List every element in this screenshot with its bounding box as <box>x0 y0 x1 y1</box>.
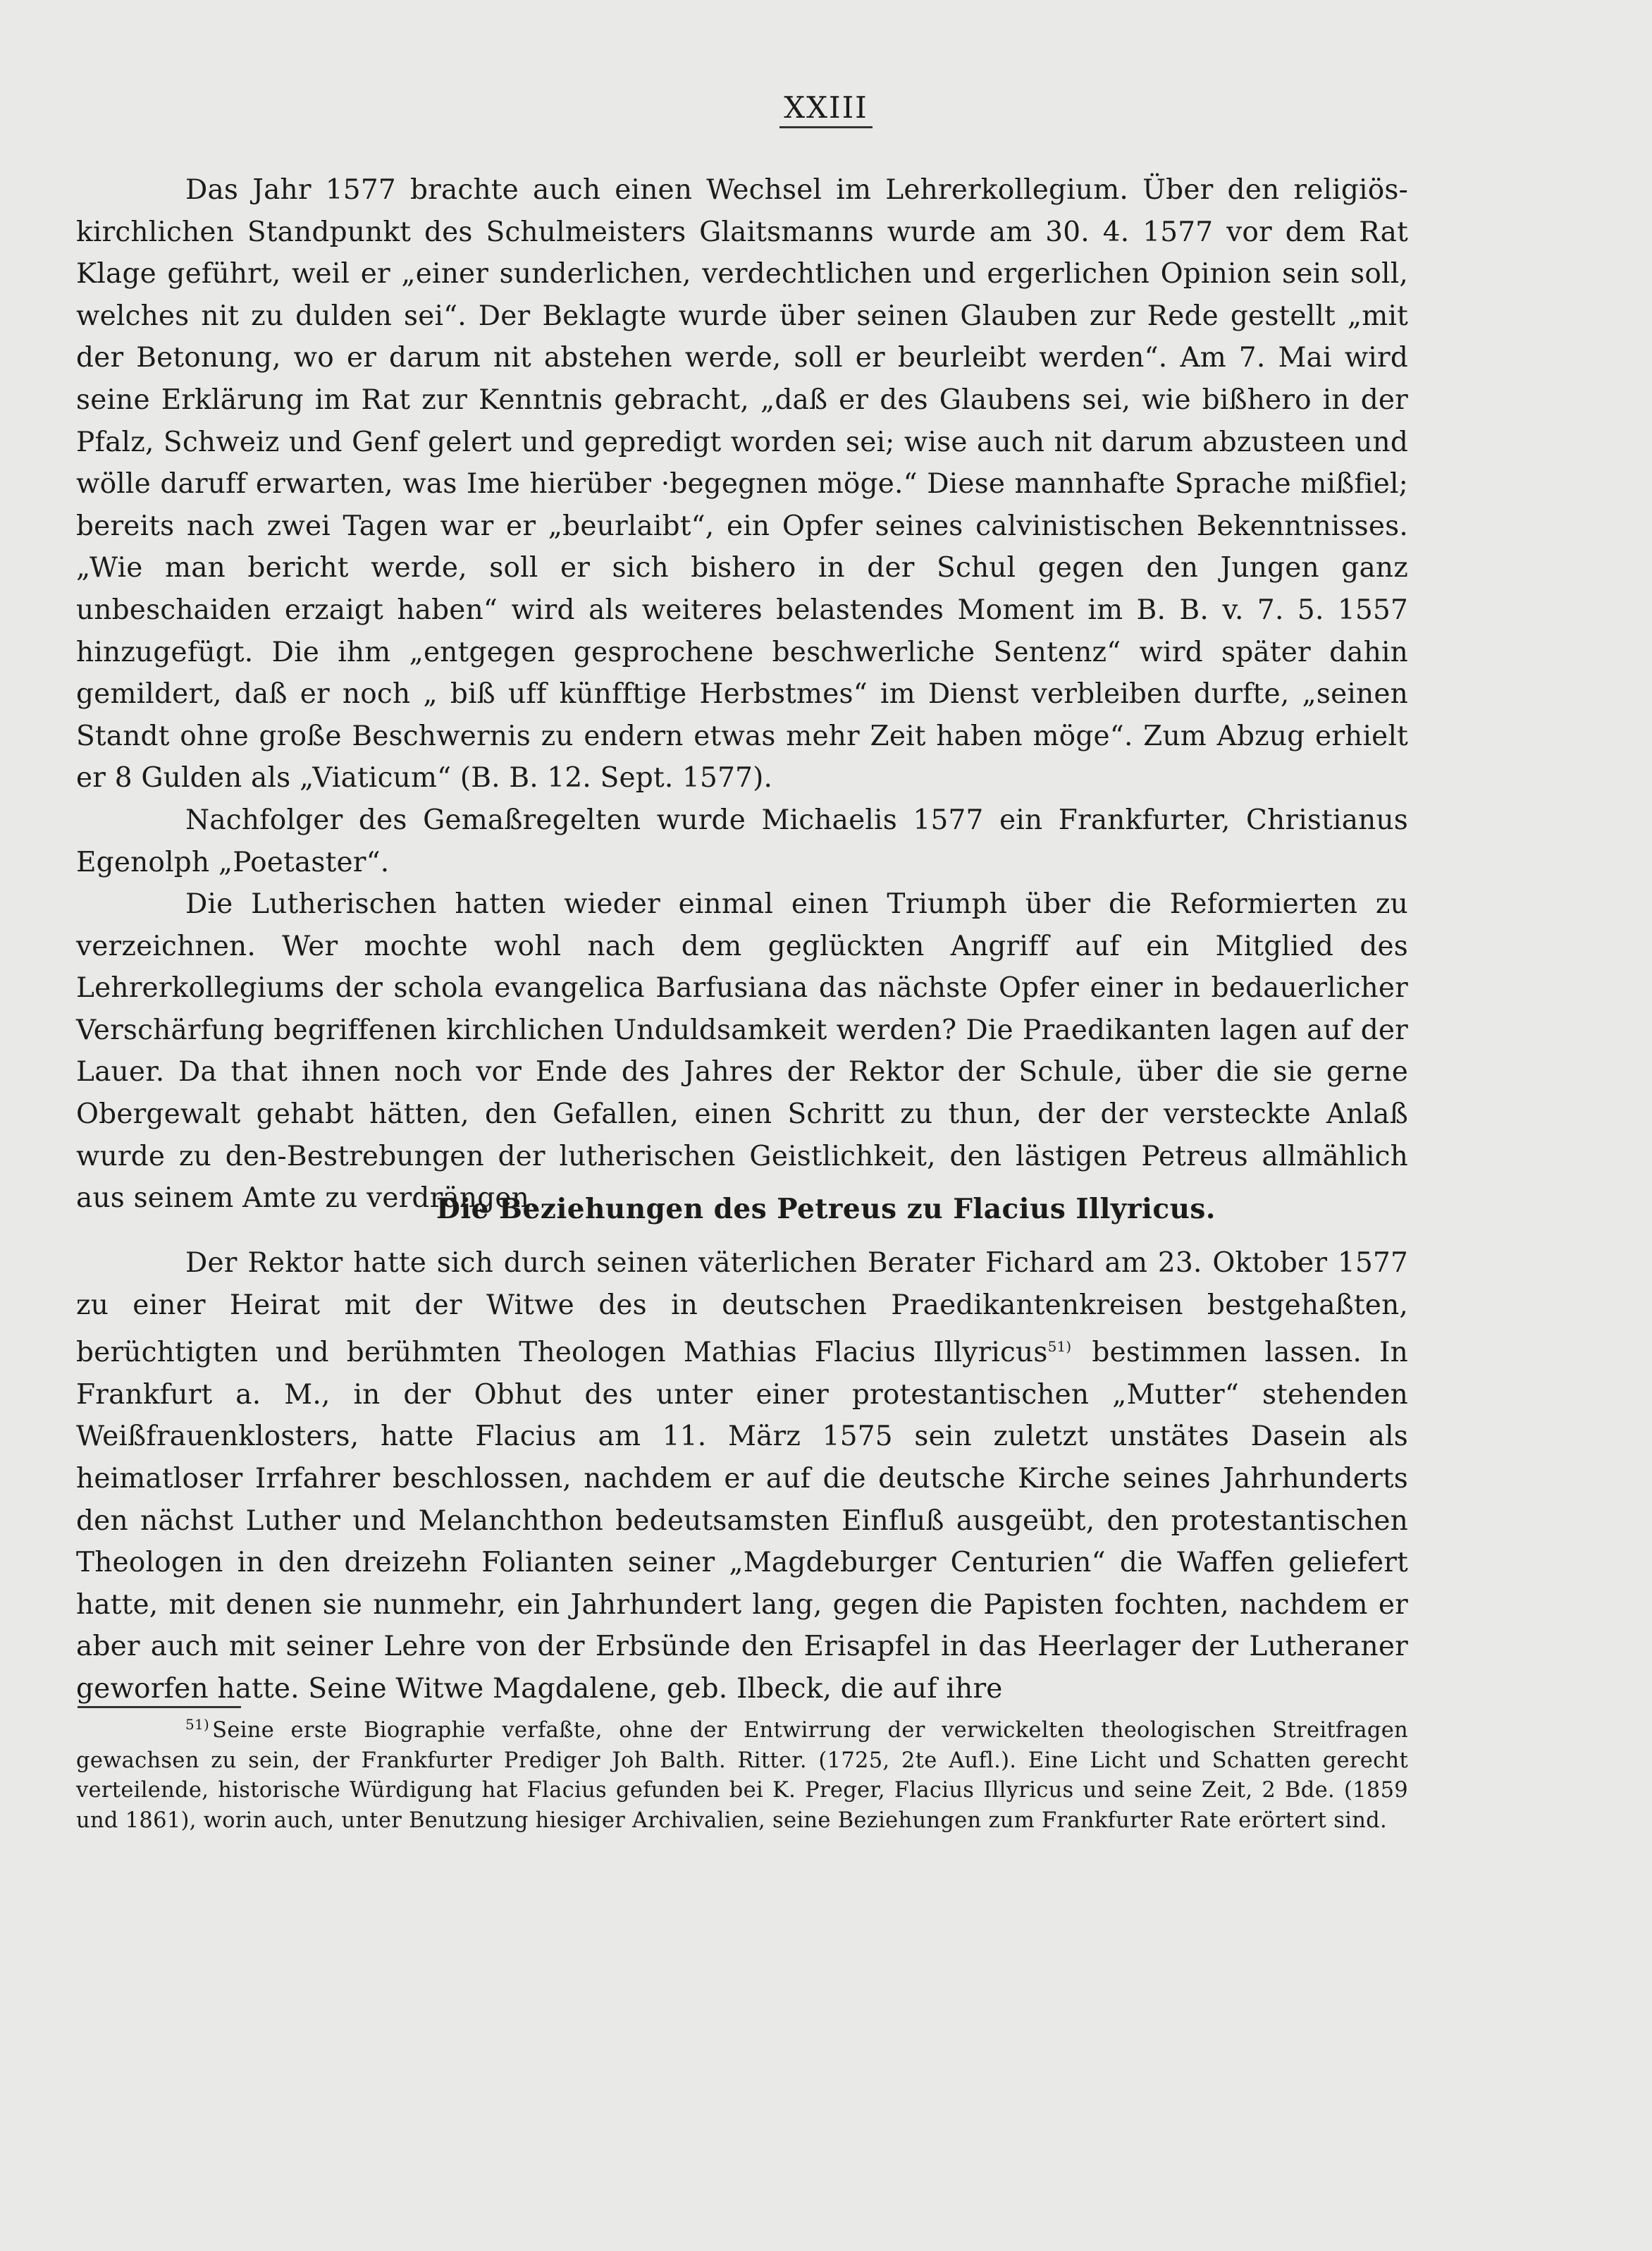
footnote-text: Seine erste Biographie verfaßte, ohne der Entwirrung der verwickelten theologischen Streitfragen gewachsen zu sein, der Frankfurter Prediger Joh Balth. Ritter. (1725, 2te Aufl.). Eine Licht und Schatten gerecht verteilende, historische Würdigung hat Flacius gefunden bei K. Preger, Flacius Illyricus und seine Zeit, 2 Bde. (1859 und 1861), worin auch, unter Benutzung hiesiger Archivalien, seine Beziehungen zum Frankfurter Rate erörtert sind. <box>76 1718 1408 1833</box>
paragraph-4 <box>76 1242 1408 1710</box>
footnote <box>76 1710 1408 1836</box>
body-section-2 <box>76 1242 1408 1710</box>
paragraph-3: Die Lutherischen hatten wieder einmal einen Triumph über die Reformierten zu verzeichnen. Wer mochte wohl nach dem geglückten Angriff auf ein Mitglied des Lehrerkollegiums der schola evangelica Barfusiana das nächste Opfer einer in bedauerlicher Verschärfung begriffenen kirchlichen Unduldsamkeit werden? Die Praedikanten lagen auf der Lauer. Da that ihnen noch vor Ende des Jahres der Rektor der Schule, über die sie gerne Obergewalt gehabt hätten, den Gefallen, einen Schritt zu thun, der der versteckte Anlaß wurde zu den-Bestrebungen der lutherischen Geistlichkeit, den lästigen Petreus allmählich aus seinem Amte zu verdrängen. <box>76 888 1408 1215</box>
paragraph-4-text-a: Der Rektor hatte sich durch seinen väterlichen Berater Fichard am 23. Oktober 1577 zu einer Heirat mit der Witwe des in deutschen Praedikantenkreisen bestgehaßten, berüchtigten und berühmten Theologen Mathias Flacius Illyricus <box>76 1247 1408 1369</box>
section-heading: Die Beziehungen des Petreus zu Flacius Illyricus. <box>436 1193 1216 1225</box>
paragraph-4-text-b: bestimmen lassen. In Frankfurt a. M., in der Obhut des unter einer protestantischen „Mutter“ stehenden Weißfrauenklosters, hatte Flacius am 11. März 1575 sein zuletzt unstätes Dasein als heimatloser Irrfahrer beschlossen, nachdem er auf die deutsche Kirche seines Jahrhunderts den nächst Luther und Melanchthon bedeutsamsten Einfluß ausgeübt, den protestantischen Theologen in den dreizehn Folianten seiner „Magdeburger Centurien“ die Waffen geliefert hatte, mit denen sie nunmehr, ein Jahrhundert lang, gegen die Papisten fochten, nachdem er aber auch mit seiner Lehre von der Erbsünde den Erisapfel in das Heerlager der Lutheraner geworfen hatte. Seine Witwe Magdalene, geb. Ilbeck, die auf ihre <box>76 1337 1408 1705</box>
footnote-mark: 51) <box>185 1716 210 1733</box>
paragraph-1: Das Jahr 1577 brachte auch einen Wechsel im Lehrerkollegium. Über den religiös-kirchlichen Standpunkt des Schulmeisters Glaitsmanns wurde am 30. 4. 1577 vor dem Rat Klage geführt, weil er „einer sunderlichen, verdechtlichen und ergerlichen Opinion sein soll, welches nit zu dulden sei“. Der Beklagte wurde über seinen Glauben zur Rede gestellt „mit der Betonung, wo er darum nit abstehen werde, soll er beurleibt werden“. Am 7. Mai wird seine Erklärung im Rat zur Kenntnis gebracht, „daß er des Glaubens sei, wie bißhero in der Pfalz, Schweiz und Genf gelert und gepredigt worden sei; wise auch nit darum abzusteen und wölle daruff erwarten, was Ime hierüber ·begegnen möge.“ Diese mannhafte Sprache mißfiel; bereits nach zwei Tagen war er „beurlaibt“, ein Opfer seines calvinistischen Bekenntnisses. „Wie man bericht werde, soll er sich bishero in der Schul gegen den Jungen ganz unbeschaiden erzaigt haben“ wird als weiteres belastendes Moment im B. B. v. 7. 5. 1557 hinzugefügt. Die ihm „entgegen gesprochene beschwerliche Sentenz“ wird später dahin gemildert, daß er noch „ biß uff künfftige Herbstmes“ im Dienst verbleiben durfte, „seinen Standt ohne große Beschwernis zu endern etwas mehr Zeit haben möge“. Zum Abzug erhielt er 8 Gulden als „Viaticum“ (B. B. 12. Sept. 1577). <box>76 174 1408 795</box>
footnote-reference: 51) <box>1047 1338 1072 1356</box>
paragraph-2: Nachfolger des Gemaßregelten wurde Michaelis 1577 ein Frankfurter, Christianus Egenolph „Poetaster“. <box>76 804 1408 878</box>
page-number <box>0 90 1652 128</box>
footnote-divider <box>78 1706 241 1708</box>
footnote-section <box>76 1710 1408 1836</box>
page-number-text: XXIII <box>779 90 873 128</box>
body-section-1 <box>76 169 1408 1220</box>
